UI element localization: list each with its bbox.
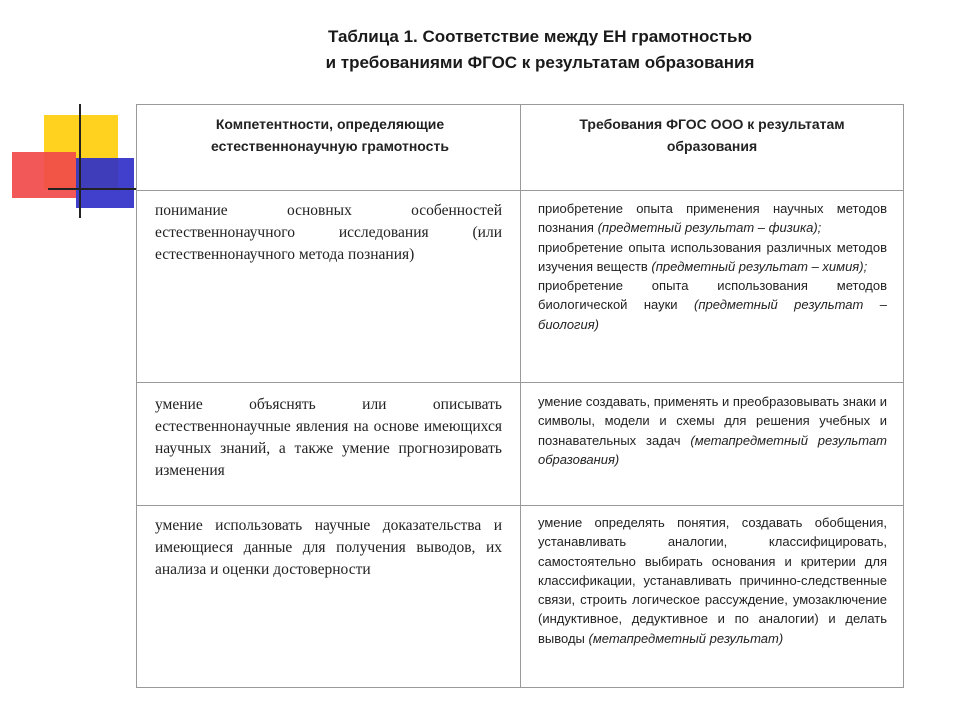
page-title [240,24,840,76]
correspondence-table [136,104,904,688]
row-1-competency: понимание основных особенностей естественнонаучного исследования (или естественнонаучного метода познания) [155,202,502,263]
decor-blue-square [76,158,134,208]
row-divider-2 [137,505,903,506]
decor-vertical-line [79,104,81,218]
decor-horizontal-line [48,188,136,190]
header-competencies: Компетентности, определяющие естественнонаучную грамотность [211,116,449,154]
row-2-requirements [538,392,887,469]
column-divider [520,105,521,687]
row-3-competency: умение использовать научные доказательства и имеющиеся данные для получения выводов, их анализа и оценки достоверности [155,517,502,578]
row-1-req-3: приобретение опыта использования методов биологической науки (предметный результат – биология) [538,278,887,332]
row-3-requirements [538,513,887,648]
row-divider-1 [137,382,903,383]
header-divider [137,190,903,191]
row-2-competency: умение объяснять или описывать естественнонаучные явления на основе имеющихся научных знаний, а также умение прогнозировать изменения [155,396,502,479]
header-fgos-requirements: Требования ФГОС ООО к результатам образования [579,116,845,154]
row-1-requirements [538,199,887,334]
decor-red-square [12,152,76,198]
row-1-req-1: приобретение опыта применения научных методов познания (предметный результат – физика); [538,201,887,236]
row-3-req-1: умение определять понятия, создавать обобщения, устанавливать аналогии, классифицировать, самостоятельно выбирать основания и критерии для классификации, устанавливать причинно-следственные связи, строить логическое рассуждение, умозаключение (индуктивное, дедуктивное и по аналогии) и делать выводы (метапредметный результат) [538,515,887,646]
row-2-req-1: умение создавать, применять и преобразовывать знаки и символы, модели и схемы для решения учебных и познавательных задач (метапредметный результат образования) [538,394,887,467]
title-line-2: и требованиями ФГОС к результатам образования [325,53,755,72]
title-line-1: Таблица 1. Соответствие между ЕН грамотностью [328,27,752,46]
row-1-req-2: приобретение опыта использования различных методов изучения веществ (предметный результат – химия); [538,239,887,274]
